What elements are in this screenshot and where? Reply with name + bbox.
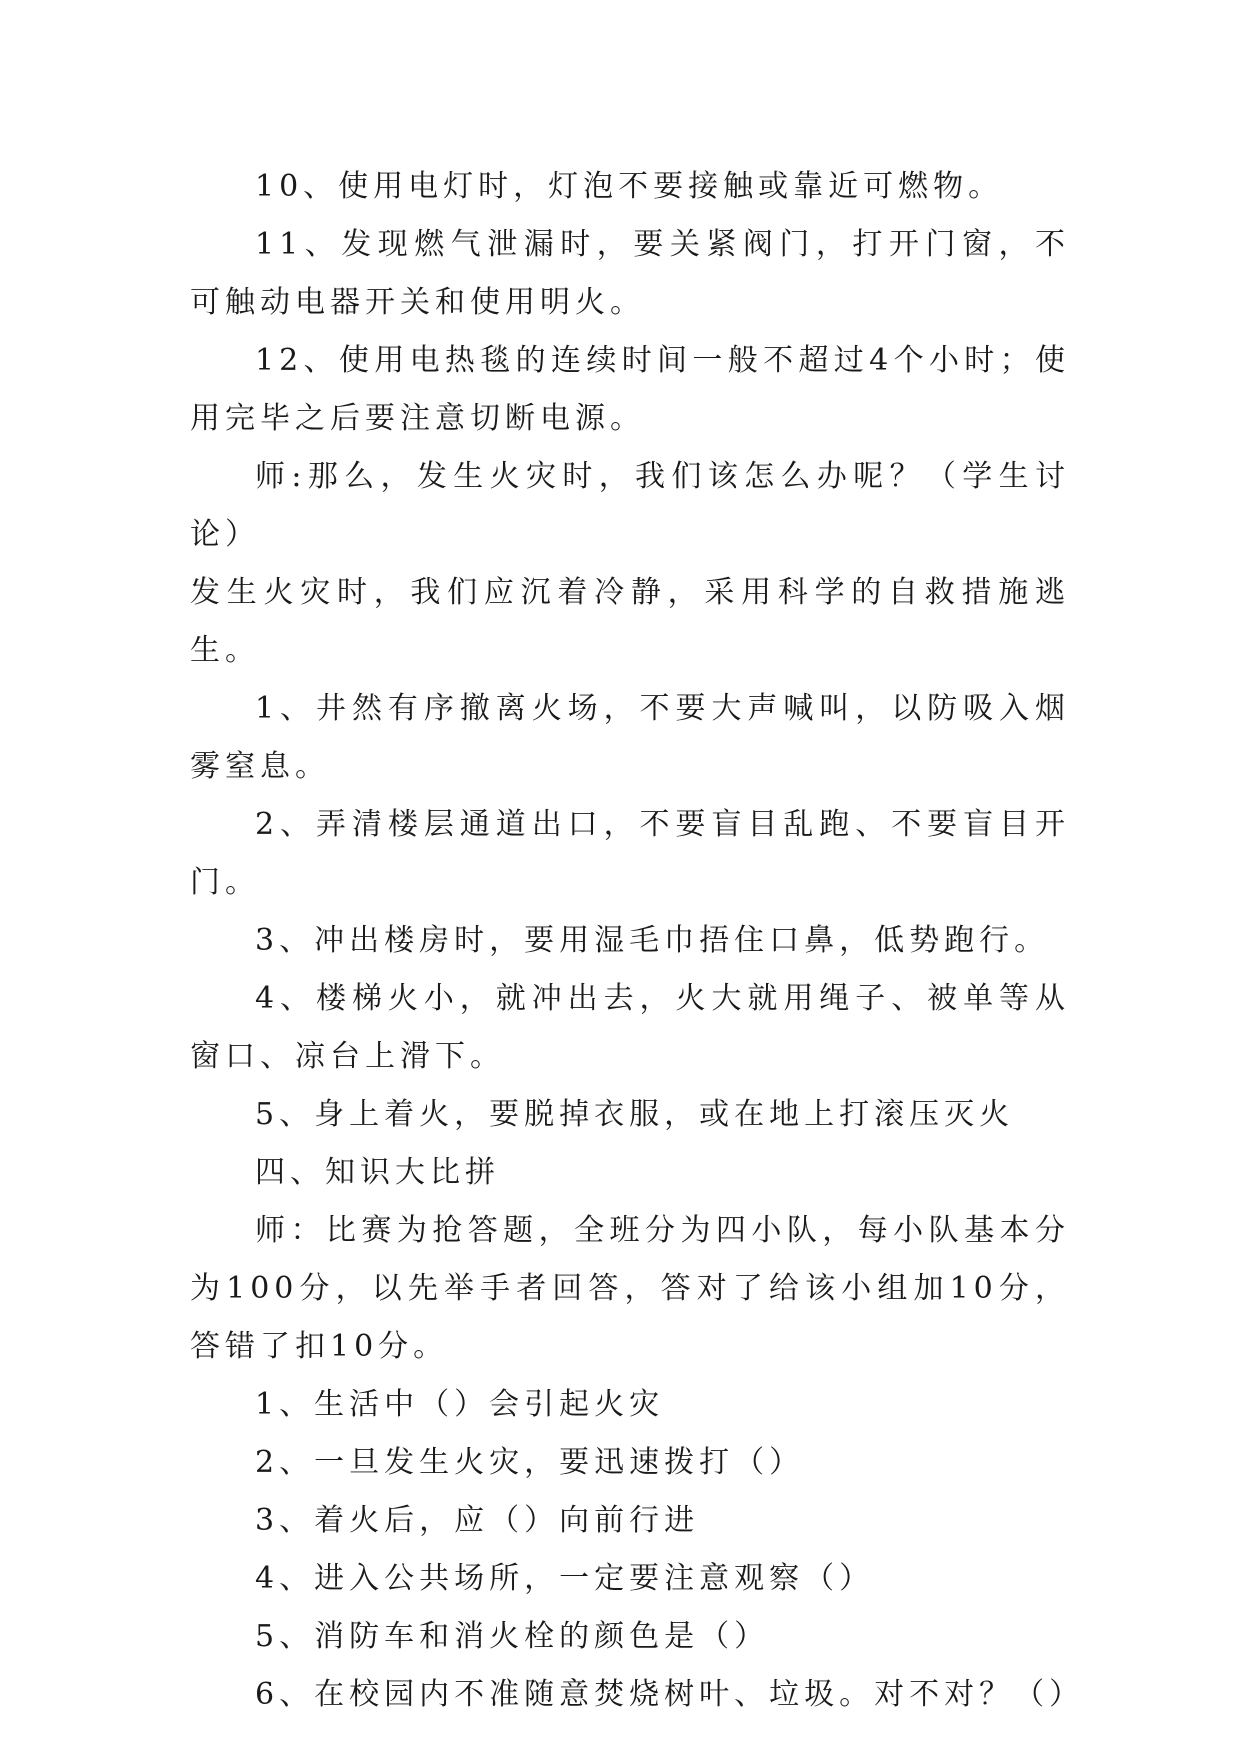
paragraph-fire-advice: 发生火灾时，我们应沉着冷静，采用科学的自救措施逃生。: [190, 575, 1070, 668]
quiz-question-3: 3、着火后，应（）向前行进: [255, 1503, 700, 1538]
quiz-question-2: 2、一旦发生火灾，要迅速拨打（）: [255, 1445, 805, 1480]
paragraph-quiz-rules: 师：比赛为抢答题，全班分为四小队，每小队基本分为100分，以先举手者回答，答对了给该小组加10分，答错了扣10分。: [190, 1213, 1070, 1364]
paragraph-item-10: 10、使用电灯时，灯泡不要接触或靠近可燃物。: [255, 169, 1004, 204]
document-body: [190, 158, 1085, 1724]
paragraph-escape-4: 4、楼梯火小，就冲出去，火大就用绳子、被单等从窗口、凉台上滑下。: [190, 981, 1070, 1074]
paragraph-escape-5: 5、身上着火，要脱掉衣服，或在地上打滚压灭火: [255, 1097, 1015, 1132]
paragraph-escape-3: 3、冲出楼房时，要用湿毛巾捂住口鼻，低势跑行。: [255, 923, 1050, 958]
quiz-question-4: 4、进入公共场所，一定要注意观察（）: [255, 1561, 875, 1596]
paragraph-item-11: 11、发现燃气泄漏时，要关紧阀门，打开门窗，不可触动电器开关和使用明火。: [190, 227, 1070, 320]
quiz-question-1: 1、生活中（）会引起火灾: [255, 1387, 665, 1422]
paragraph-teacher-question: 师:那么，发生火灾时，我们该怎么办呢？（学生讨论）: [190, 459, 1070, 552]
quiz-question-6: 6、在校园内不准随意焚烧树叶、垃圾。对不对？（）: [255, 1677, 1085, 1712]
paragraph-item-12: 12、使用电热毯的连续时间一般不超过4个小时；使用完毕之后要注意切断电源。: [190, 343, 1070, 436]
section-heading-quiz: 四、知识大比拼: [255, 1155, 500, 1190]
paragraph-escape-1: 1、井然有序撤离火场，不要大声喊叫，以防吸入烟雾窒息。: [190, 691, 1070, 784]
quiz-question-5: 5、消防车和消火栓的颜色是（）: [255, 1619, 770, 1654]
paragraph-escape-2: 2、弄清楼层通道出口，不要盲目乱跑、不要盲目开门。: [190, 807, 1070, 900]
